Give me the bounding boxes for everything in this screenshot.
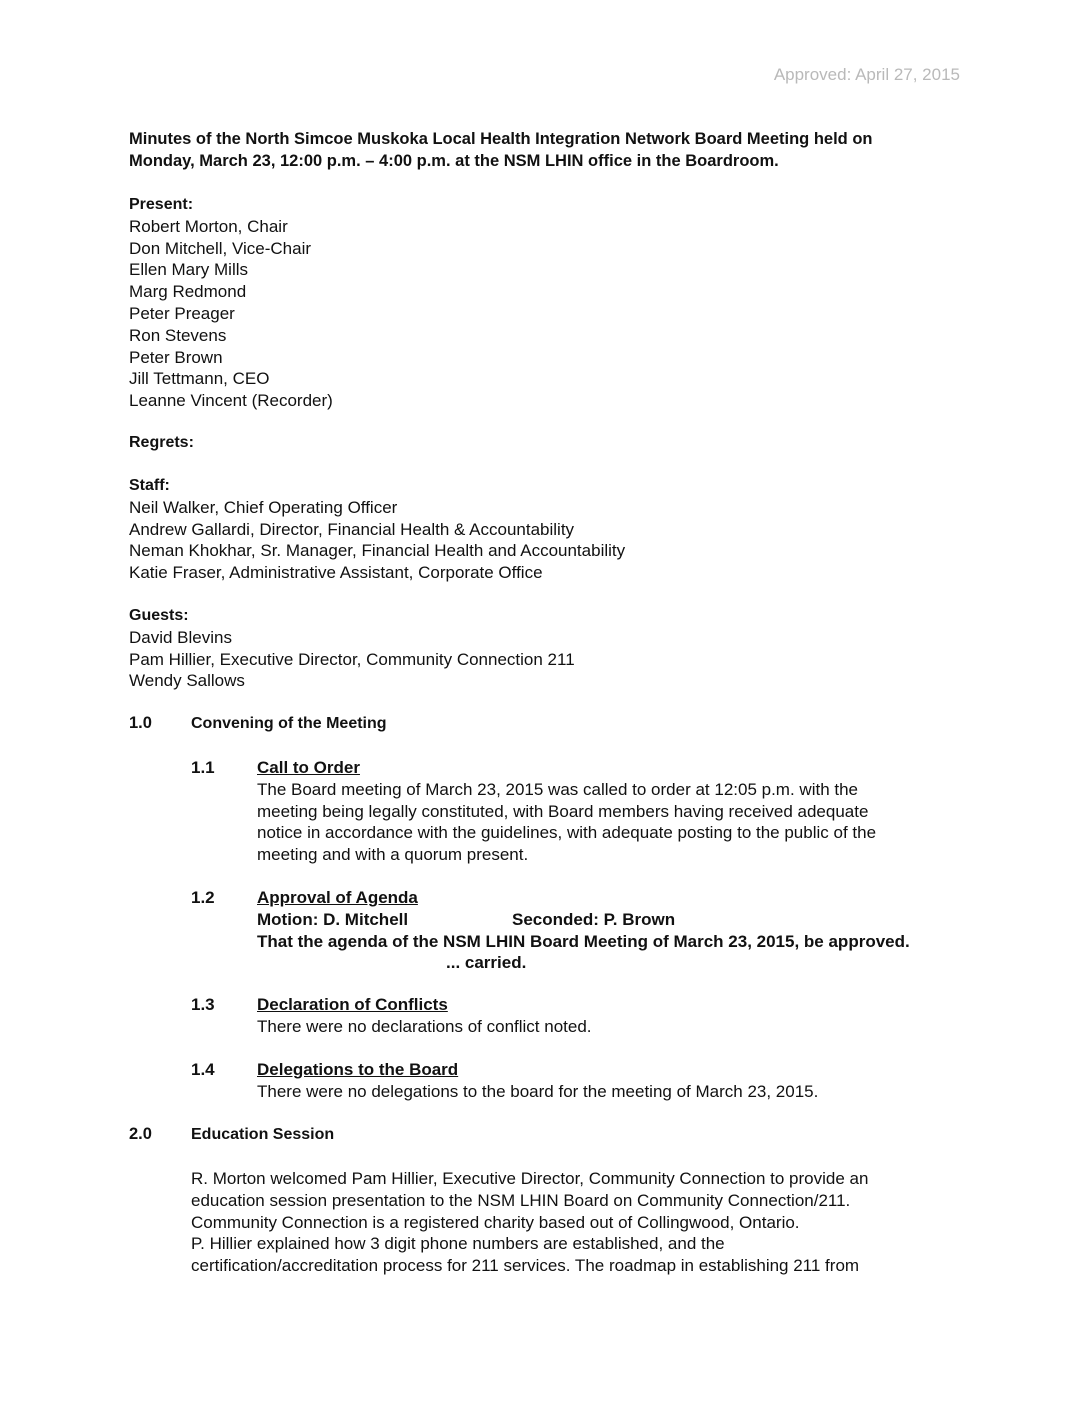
guest: Wendy Sallows (129, 671, 245, 691)
subsection-title: Declaration of Conflicts (257, 995, 448, 1014)
subsection-number: 1.3 (191, 995, 215, 1014)
attendee: Marg Redmond (129, 282, 247, 302)
education-session-text (191, 1168, 951, 1277)
guest: Pam Hillier, Executive Director, Community Connection 211 (129, 649, 575, 669)
paragraph-line: education session presentation to the NSM LHIN Board on Community Connection/211. (191, 1190, 851, 1210)
paragraph-line: There were no delegations to the board for the meeting of March 23, 2015. (257, 1081, 819, 1101)
motion-carried: ... carried. (446, 953, 527, 973)
paragraph-line: meeting and with a quorum present. (257, 845, 529, 865)
section-title: Education Session (191, 1126, 335, 1143)
guest: David Blevins (129, 627, 232, 647)
subsection-title: Approval of Agenda (257, 888, 418, 907)
attendee: Jill Tettmann, CEO (129, 369, 270, 389)
present-heading: Present: (129, 196, 194, 213)
subsection-title: Call to Order (257, 758, 360, 777)
paragraph-line: notice in accordance with the guidelines, with adequate posting to the public of the (257, 823, 877, 843)
subsection-number: 1.1 (191, 758, 215, 777)
subsection-declaration-of-conflicts (257, 994, 957, 1038)
attendee: Peter Preager (129, 303, 235, 323)
subsection-approval-of-agenda (257, 887, 957, 974)
staff-list (129, 475, 949, 584)
attendee: Ellen Mary Mills (129, 260, 249, 280)
minutes-title (129, 129, 969, 173)
present-list (129, 194, 949, 412)
motion-resolution: That the agenda of the NSM LHIN Board Meeting of March 23, 2015, be approved. (257, 931, 910, 951)
section-title: Convening of the Meeting (191, 715, 387, 732)
paragraph-line: R. Morton welcomed Pam Hillier, Executive Director, Community Connection to provide an (191, 1169, 869, 1188)
section-number: 1.0 (129, 714, 152, 732)
paragraph-line: The Board meeting of March 23, 2015 was called to order at 12:05 p.m. with the (257, 779, 859, 799)
subsection-number: 1.4 (191, 1060, 215, 1079)
motion-mover: Motion: D. Mitchell (257, 909, 409, 929)
attendee: Leanne Vincent (Recorder) (129, 391, 333, 411)
paragraph-line: certification/accreditation process for 211 services. The roadmap in establishing 211 from (191, 1256, 860, 1276)
title-line: Monday, March 23, 12:00 p.m. – 4:00 p.m. at the NSM LHIN office in the Boardroom. (129, 151, 779, 170)
motion-row (257, 909, 957, 931)
subsection-number: 1.2 (191, 888, 215, 907)
subsection-call-to-order (257, 757, 957, 866)
attendee: Peter Brown (129, 347, 223, 367)
guests-list (129, 605, 949, 692)
staff-heading: Staff: (129, 477, 170, 494)
guests-heading: Guests: (129, 607, 189, 624)
paragraph-line: meeting being legally constituted, with Board members having received adequate (257, 801, 869, 821)
staff-member: Andrew Gallardi, Director, Financial Health & Accountability (129, 519, 575, 539)
title-line: Minutes of the North Simcoe Muskoka Local Health Integration Network Board Meeting held on (129, 130, 873, 148)
staff-member: Neman Khokhar, Sr. Manager, Financial Health and Accountability (129, 541, 626, 561)
approval-stamp: Approved: April 27, 2015 (773, 65, 960, 84)
paragraph-line: There were no declarations of conflict noted. (257, 1016, 592, 1036)
attendee: Ron Stevens (129, 325, 227, 345)
paragraph-line: P. Hillier explained how 3 digit phone numbers are established, and the (191, 1234, 725, 1254)
section-number: 2.0 (129, 1125, 152, 1143)
regrets-heading: Regrets: (129, 434, 194, 451)
attendee: Robert Morton, Chair (129, 216, 288, 236)
staff-member: Katie Fraser, Administrative Assistant, Corporate Office (129, 563, 543, 583)
subsection-delegations (257, 1059, 957, 1103)
subsection-title: Delegations to the Board (257, 1060, 459, 1079)
staff-member: Neil Walker, Chief Operating Officer (129, 497, 398, 517)
motion-seconder: Seconded: P. Brown (512, 909, 676, 929)
regrets-list (129, 432, 949, 454)
attendee: Don Mitchell, Vice-Chair (129, 238, 312, 258)
paragraph-line: Community Connection is a registered charity based out of Collingwood, Ontario. (191, 1212, 800, 1232)
